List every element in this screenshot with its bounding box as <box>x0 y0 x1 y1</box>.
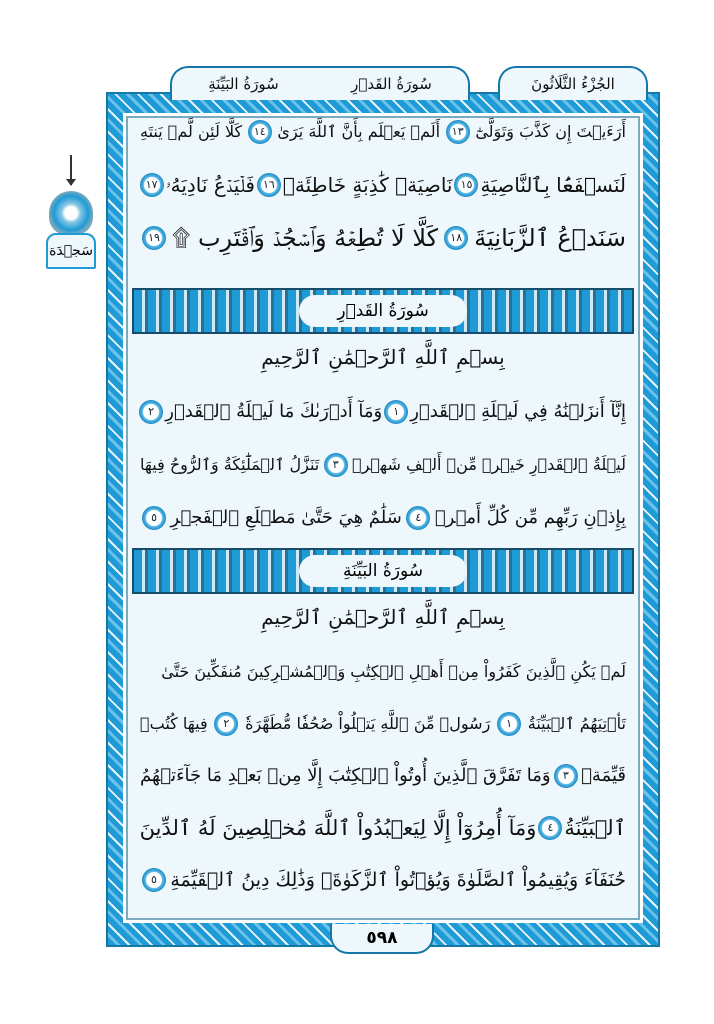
surah-header-tab <box>170 66 470 100</box>
verse-text: فَلۡيَدۡعُ نَادِيَهُۥ <box>165 173 255 197</box>
ayah-number-marker: ٢ <box>214 712 238 736</box>
verse-text: كَلَّا لَا تُطِعۡهُ وَٱسۡجُدۡ وَٱقۡتَرِب ۩ <box>172 224 439 252</box>
surah-banner-qadr <box>132 288 634 334</box>
ayah-number-marker: ١٥ <box>454 173 478 197</box>
verse-text: وَمَا تَفَرَّقَ ٱلَّذِينَ أُوتُواْ ٱلۡكِتَٰبَ إِلَّا مِنۢ بَعۡدِ مَا جَآءَتۡهُمُ <box>140 765 551 786</box>
ayah-number-marker: ٤ <box>538 816 562 840</box>
verse-text: لَنَسۡفَعَۢا بِٱلنَّاصِيَةِ <box>480 173 626 197</box>
header-surah-bayyinah: سُورَةُ البَيِّنَةِ <box>208 75 279 93</box>
verse-line <box>140 704 626 744</box>
verse-line <box>140 218 626 258</box>
verse-line <box>140 652 626 692</box>
verse-text: لَمۡ يَكُنِ ٱلَّذِينَ كَفَرُواْ مِنۡ أَهۡلِ ٱلۡكِتَٰبِ وَٱلۡمُشۡرِكِينَ مُنفَكِّينَ حَتَّىٰ <box>161 662 626 681</box>
ayah-number-marker: ١٣ <box>446 120 470 144</box>
verse-text: رَسُولٞ مِّنَ ٱللَّهِ يَتۡلُواْ صُحُفٗا مُّطَهَّرَةٗ <box>245 714 491 733</box>
ayah-number-marker: ١٩ <box>142 226 166 250</box>
surah-title: سُورَةُ القَدۡرِ <box>299 295 467 327</box>
page-number-tab <box>330 924 434 954</box>
verse-line <box>140 165 626 205</box>
ayah-number-marker: ٣ <box>554 764 578 788</box>
ayah-number-marker: ٥ <box>142 868 166 892</box>
verse-line <box>140 808 626 848</box>
verse-text: بِإِذۡنِ رَبِّهِم مِّن كُلِّ أَمۡرٖ <box>434 507 626 528</box>
verse-text: سَلَٰمٌ هِيَ حَتَّىٰ مَطۡلَعِ ٱلۡفَجۡرِ <box>170 507 402 528</box>
ayah-number-marker: ٢ <box>139 400 163 424</box>
verse-text: كَلَّا لَئِن لَّمۡ يَنتَهِ <box>140 122 243 141</box>
verse-text: سَنَدۡعُ ٱلزَّبَانِيَةَ <box>474 224 626 252</box>
basmala: بِسۡمِ ٱللَّهِ ٱلرَّحۡمَٰنِ ٱلرَّحِيمِ <box>261 345 505 369</box>
verse-text: وَمَآ أُمِرُوٓاْ إِلَّا لِيَعۡبُدُواْ ٱللَّهَ مُخۡلِصِينَ لَهُ ٱلدِّينَ <box>139 816 537 840</box>
ornament-icon <box>49 191 93 235</box>
arrow-down-icon <box>70 155 72 185</box>
verse-text: إِنَّآ أَنزَلۡنَٰهُ فِي لَيۡلَةِ ٱلۡقَدۡرِ <box>410 401 626 422</box>
page-number: ٥٩٨ <box>366 928 398 948</box>
juz-header-tab <box>498 66 648 100</box>
ayah-number-marker: ٥ <box>142 506 166 530</box>
ayah-number-marker: ٤ <box>406 506 430 530</box>
ayah-number-marker: ١٨ <box>444 226 468 250</box>
verse-text: نَاصِيَةٖ كَٰذِبَةٍ خَاطِئَةٖ <box>282 173 453 197</box>
juz-title: الجُزْءُ الثَّلَاثُونَ <box>531 75 615 93</box>
sajda-label: سَجۡدَة <box>46 233 96 269</box>
verse-text: ٱلۡبَيِّنَةُ <box>564 816 626 840</box>
verse-line <box>140 498 626 538</box>
ayah-number-marker: ٣ <box>324 453 348 477</box>
sajda-marker <box>42 155 100 271</box>
verse-text: قَيِّمَةٞ <box>581 765 626 786</box>
surah-banner-bayyinah <box>132 548 634 594</box>
verse-text: حُنَفَآءَ وَيُقِيمُواْ ٱلصَّلَوٰةَ وَيُؤۡتُواْ ٱلزَّكَوٰةَۚ وَذَٰلِكَ دِينُ ٱلۡقَيِّمَةِ <box>170 869 626 891</box>
verse-text: أَلَمۡ يَعۡلَم بِأَنَّ ٱللَّهَ يَرَىٰ <box>277 122 441 141</box>
verse-line <box>140 860 626 900</box>
verse-line <box>140 112 626 152</box>
verse-text: فِيهَا كُتُبٞ <box>140 714 208 733</box>
verse-line <box>140 445 626 485</box>
verse-text: وَمَآ أَدۡرَىٰكَ مَا لَيۡلَةُ ٱلۡقَدۡرِ <box>165 401 383 422</box>
ayah-number-marker: ١ <box>497 712 521 736</box>
basmala: بِسۡمِ ٱللَّهِ ٱلرَّحۡمَٰنِ ٱلرَّحِيمِ <box>261 605 505 629</box>
ayah-number-marker: ١ <box>384 400 408 424</box>
ayah-number-marker: ١٦ <box>257 173 281 197</box>
verse-text: تَنَزَّلُ ٱلۡمَلَٰٓئِكَةُ وَٱلرُّوحُ فِيهَا <box>140 455 320 474</box>
verse-text: أَرَءَيۡتَ إِن كَذَّبَ وَتَوَلَّىٰٓ <box>475 122 626 141</box>
verse-text: تَأۡتِيَهُمُ ٱلۡبَيِّنَةُ <box>527 714 626 733</box>
verse-line <box>140 756 626 796</box>
surah-title: سُورَةُ البَيِّنَةِ <box>299 555 467 587</box>
ayah-number-marker: ١٧ <box>140 173 164 197</box>
verse-line <box>140 392 626 432</box>
ayah-number-marker: ١٤ <box>248 120 272 144</box>
header-surah-qadr: سُورَةُ القَدۡرِ <box>351 75 432 93</box>
verse-text: لَيۡلَةُ ٱلۡقَدۡرِ خَيۡرٞ مِّنۡ أَلۡفِ شَهۡرٖ <box>352 455 626 474</box>
